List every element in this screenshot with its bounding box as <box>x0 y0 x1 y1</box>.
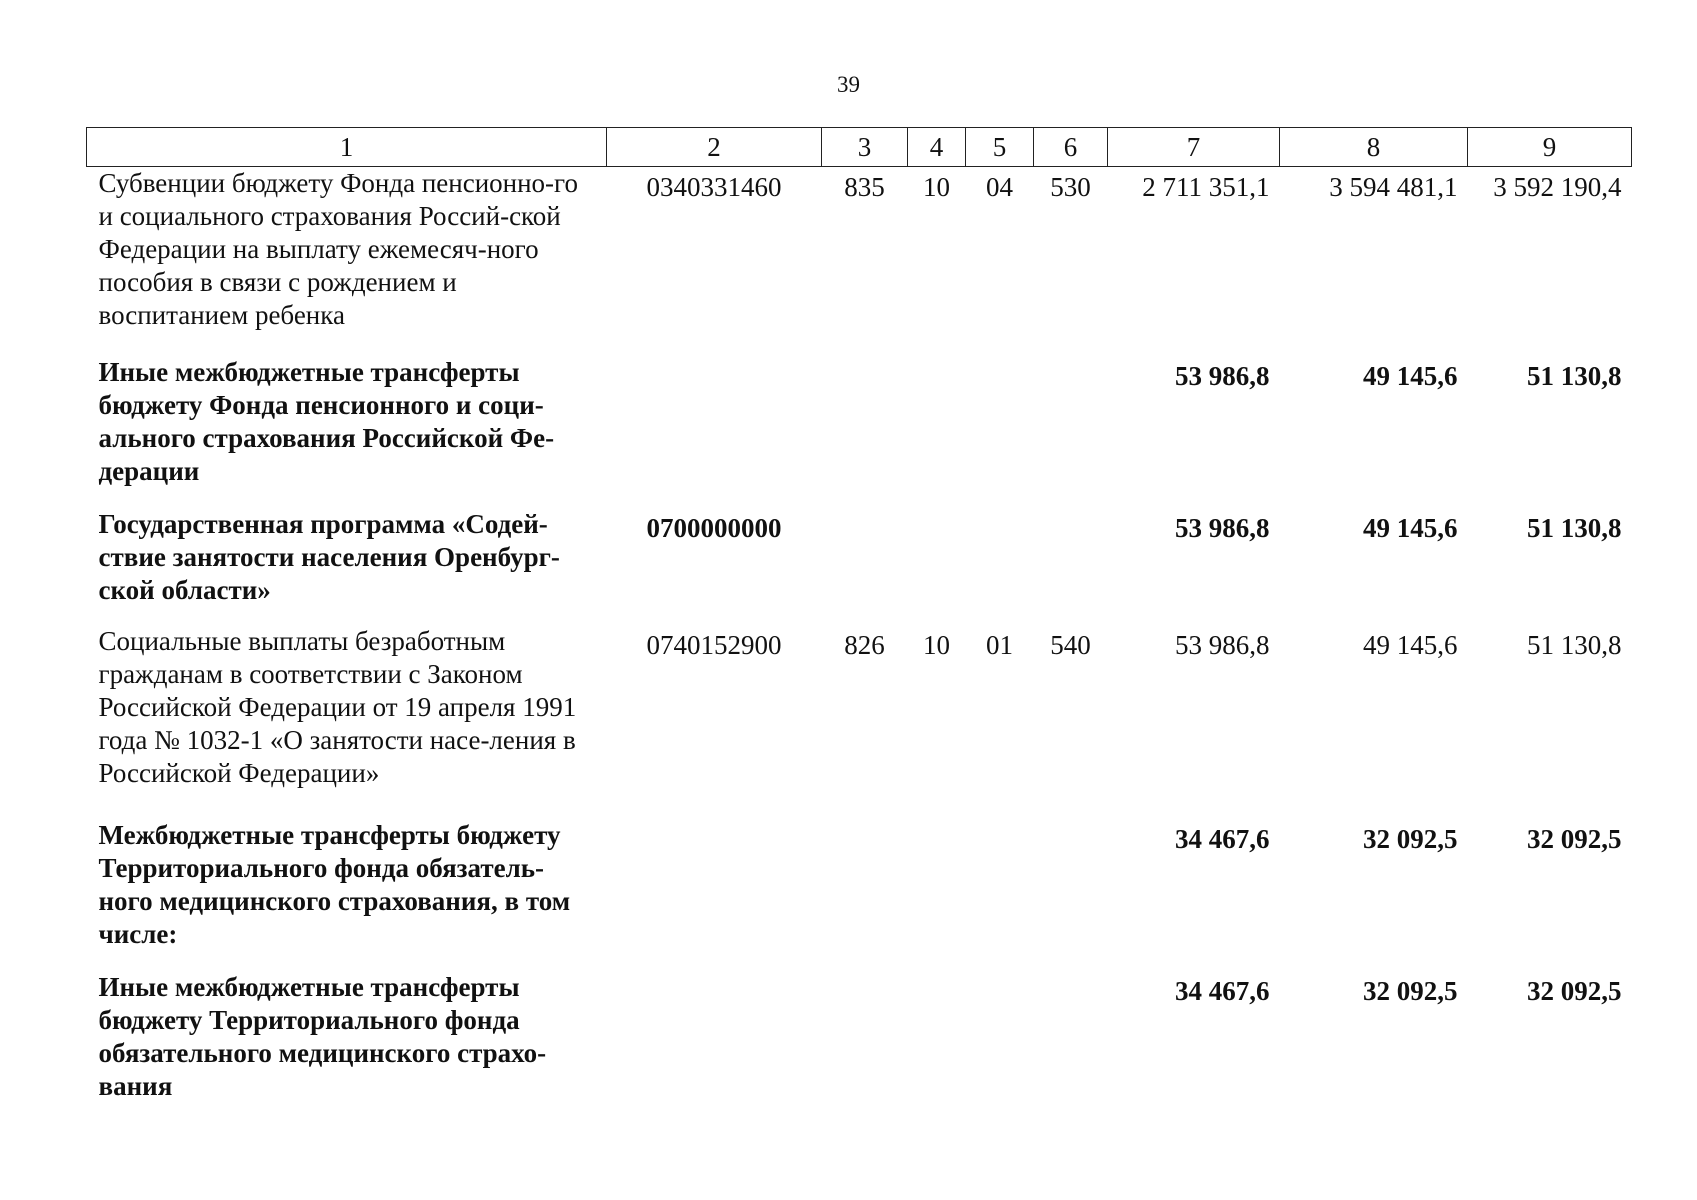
header-col-4: 4 <box>908 128 966 167</box>
row-amount-8: 32 092,5 <box>1363 824 1458 854</box>
row-name: Социальные выплаты безработным гражданам в соответствии с Законом Российской Федерации от 19 апреля 1991 года № 1032-1 «О занятости насе-ления в Российской Федерации» <box>98 626 577 788</box>
header-col-6: 6 <box>1034 128 1108 167</box>
row-amount-9: 51 130,8 <box>1527 361 1622 391</box>
header-row <box>87 128 1632 167</box>
row-target-code <box>607 971 822 1115</box>
row-col-6: 540 <box>1050 630 1091 660</box>
row-col-3 <box>822 971 908 1115</box>
row-name: Государственная программа «Содей-ствие занятости населения Оренбург-ской области» <box>98 509 560 605</box>
row-col-4 <box>908 819 966 971</box>
header-col-2: 2 <box>607 128 822 167</box>
header-col-1: 1 <box>87 128 607 167</box>
row-amount-7: 53 986,8 <box>1175 630 1270 660</box>
row-amount-7: 2 711 351,1 <box>1142 172 1270 202</box>
row-col-5 <box>966 971 1034 1115</box>
row-col-4 <box>908 356 966 508</box>
header-col-9: 9 <box>1468 128 1632 167</box>
table-row <box>87 356 1632 508</box>
row-col-4 <box>908 508 966 625</box>
table-row <box>87 819 1632 971</box>
row-amount-9: 3 592 190,4 <box>1493 172 1622 202</box>
row-col-6: 530 <box>1050 172 1091 202</box>
header-col-8: 8 <box>1280 128 1468 167</box>
row-name: Иные межбюджетные трансферты бюджету Фонда пенсионного и соци-ального страхования Российской Фе-дерации <box>98 357 555 486</box>
table-row <box>87 508 1632 625</box>
table-row <box>87 971 1632 1115</box>
row-target-code <box>607 356 822 508</box>
row-amount-9: 51 130,8 <box>1527 630 1622 660</box>
budget-table <box>86 127 1632 1115</box>
row-target-code <box>607 819 822 971</box>
row-amount-8: 49 145,6 <box>1363 361 1458 391</box>
row-target-code: 0340331460 <box>646 172 782 202</box>
row-col-6 <box>1034 971 1108 1115</box>
row-col-6 <box>1034 819 1108 971</box>
row-name: Иные межбюджетные трансферты бюджету Территориального фонда обязательного медицинского страхо-вания <box>98 972 547 1101</box>
row-amount-7: 53 986,8 <box>1175 513 1270 543</box>
page-number: 39 <box>837 72 860 97</box>
row-amount-8: 3 594 481,1 <box>1329 172 1458 202</box>
row-amount-7: 34 467,6 <box>1175 824 1270 854</box>
row-col-3: 826 <box>844 630 885 660</box>
row-name: Межбюджетные трансферты бюджету Территориального фонда обязатель-ного медицинского страхования, в том числе: <box>98 820 571 949</box>
row-target-code: 0740152900 <box>646 630 782 660</box>
row-col-5 <box>966 819 1034 971</box>
row-amount-8: 49 145,6 <box>1363 630 1458 660</box>
row-col-5: 01 <box>986 630 1013 660</box>
row-amount-8: 49 145,6 <box>1363 513 1458 543</box>
row-col-5 <box>966 508 1034 625</box>
row-amount-9: 51 130,8 <box>1527 513 1622 543</box>
row-col-4: 10 <box>923 172 950 202</box>
row-col-3 <box>822 819 908 971</box>
row-col-5 <box>966 356 1034 508</box>
row-col-6 <box>1034 508 1108 625</box>
row-col-4 <box>908 971 966 1115</box>
header-col-3: 3 <box>822 128 908 167</box>
row-amount-9: 32 092,5 <box>1527 976 1622 1006</box>
row-amount-7: 34 467,6 <box>1175 976 1270 1006</box>
table-row <box>87 167 1632 357</box>
row-name: Субвенции бюджету Фонда пенсионно-го и социального страхования Россий-ской Федерации на выплату ежемесяч-ного пособия в связи с рождением и воспитанием ребенка <box>98 168 578 330</box>
row-col-6 <box>1034 356 1108 508</box>
row-target-code: 0700000000 <box>646 513 782 543</box>
header-col-5: 5 <box>966 128 1034 167</box>
row-amount-9: 32 092,5 <box>1527 824 1622 854</box>
row-amount-8: 32 092,5 <box>1363 976 1458 1006</box>
row-amount-7: 53 986,8 <box>1175 361 1270 391</box>
row-col-3: 835 <box>844 172 885 202</box>
row-col-3 <box>822 508 908 625</box>
row-col-5: 04 <box>986 172 1013 202</box>
table-row <box>87 625 1632 819</box>
row-col-3 <box>822 356 908 508</box>
row-col-4: 10 <box>923 630 950 660</box>
header-col-7: 7 <box>1108 128 1280 167</box>
